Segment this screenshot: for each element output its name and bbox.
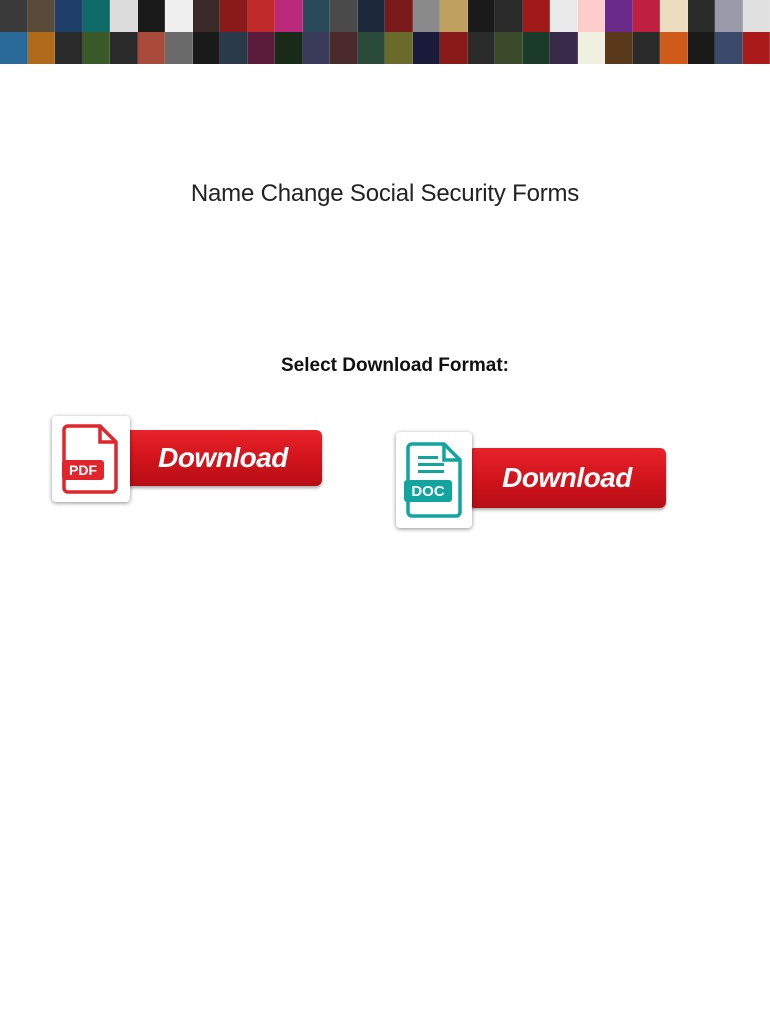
banner-thumbnail: [413, 32, 441, 64]
banner-thumbnail: [633, 32, 661, 64]
download-pdf-button[interactable]: Download: [124, 430, 322, 486]
page-title: Name Change Social Security Forms: [190, 180, 580, 207]
banner-thumbnail: [440, 0, 468, 32]
banner-thumbnail: [138, 0, 166, 32]
banner-row-bottom: [0, 32, 770, 64]
banner-thumbnail: [330, 32, 358, 64]
doc-file-icon: [404, 442, 464, 518]
banner-thumbnail: [110, 32, 138, 64]
banner-thumbnail: [578, 32, 606, 64]
banner-thumbnail: [715, 0, 743, 32]
banner-thumbnail: [468, 0, 496, 32]
banner-thumbnail: [578, 0, 606, 32]
banner-thumbnail: [743, 32, 770, 64]
banner-thumbnail: [193, 32, 221, 64]
pdf-format-label: PDF: [69, 462, 97, 478]
banner-thumbnail: [660, 32, 688, 64]
banner-thumbnail: [303, 32, 331, 64]
banner-thumbnail: [523, 32, 551, 64]
banner-thumbnail: [495, 0, 523, 32]
banner-thumbnail: [28, 0, 56, 32]
banner-thumbnail: [523, 0, 551, 32]
banner-thumbnail: [385, 32, 413, 64]
download-pdf-link[interactable]: [52, 416, 324, 504]
banner-thumbnail: [715, 32, 743, 64]
banner-thumbnail: [110, 0, 138, 32]
banner-thumbnail: [193, 0, 221, 32]
banner-thumbnail: [743, 0, 770, 32]
banner-thumbnail: [248, 0, 276, 32]
banner-thumbnail: [28, 32, 56, 64]
banner-thumbnail: [660, 0, 688, 32]
banner-thumbnail: [275, 0, 303, 32]
download-doc-link[interactable]: [396, 432, 668, 528]
banner-thumbnail: [413, 0, 441, 32]
banner-thumbnail: [83, 0, 111, 32]
pdf-file-card: [52, 416, 130, 502]
download-doc-button[interactable]: Download: [468, 448, 666, 508]
banner-thumbnail: [605, 0, 633, 32]
format-prompt: Select Download Format:: [280, 355, 510, 376]
banner-thumbnail: [0, 32, 28, 64]
doc-file-card: [396, 432, 472, 528]
banner-thumbnail: [165, 0, 193, 32]
banner-thumbnail: [220, 0, 248, 32]
banner-thumbnail: [550, 0, 578, 32]
banner-thumbnail: [385, 0, 413, 32]
banner-thumbnail: [550, 32, 578, 64]
banner-thumbnail: [165, 32, 193, 64]
banner-thumbnail: [440, 32, 468, 64]
banner-thumbnail: [303, 0, 331, 32]
banner-row-top: [0, 0, 770, 32]
doc-format-label: DOC: [411, 483, 445, 500]
thumbnail-banner: [0, 0, 770, 64]
banner-thumbnail: [83, 32, 111, 64]
banner-thumbnail: [330, 0, 358, 32]
banner-thumbnail: [55, 0, 83, 32]
banner-thumbnail: [275, 32, 303, 64]
banner-thumbnail: [633, 0, 661, 32]
banner-thumbnail: [688, 0, 716, 32]
banner-thumbnail: [358, 32, 386, 64]
banner-thumbnail: [0, 0, 28, 32]
banner-thumbnail: [358, 0, 386, 32]
banner-thumbnail: [138, 32, 166, 64]
banner-thumbnail: [495, 32, 523, 64]
banner-thumbnail: [55, 32, 83, 64]
banner-thumbnail: [688, 32, 716, 64]
banner-thumbnail: [605, 32, 633, 64]
banner-thumbnail: [248, 32, 276, 64]
pdf-file-icon: [62, 424, 120, 494]
banner-thumbnail: [220, 32, 248, 64]
banner-thumbnail: [468, 32, 496, 64]
